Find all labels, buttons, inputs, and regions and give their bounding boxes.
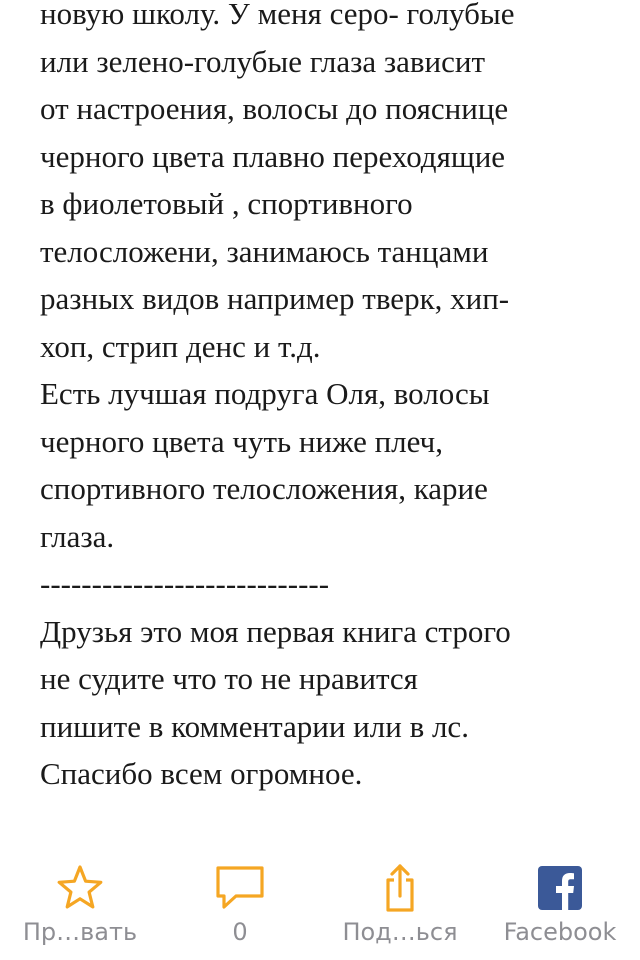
share-icon <box>374 862 426 914</box>
chapter-text <box>40 0 630 798</box>
text-line: Спасибо всем огромное. <box>40 756 363 791</box>
facebook-share-button[interactable] <box>480 848 640 960</box>
facebook-icon <box>534 862 586 914</box>
text-line: глаза. <box>40 518 115 554</box>
facebook-label: Facebook <box>503 918 617 946</box>
text-line: в фиолетовый , спортивного <box>40 186 413 221</box>
text-line: пишите в комментарии или в лс. <box>40 708 469 744</box>
favorite-button[interactable] <box>0 848 160 960</box>
text-line: не судите что то не нравится <box>40 661 418 696</box>
separator-line: ---------------------------- <box>40 566 330 601</box>
text-line: Есть лучшая подруга Оля, волосы <box>40 376 490 411</box>
comments-button[interactable] <box>160 848 320 960</box>
comments-count: 0 <box>232 918 248 946</box>
star-icon <box>54 862 106 914</box>
text-line: Друзья это моя первая книга строго <box>40 613 511 649</box>
favorite-label: Пр…вать <box>22 918 138 946</box>
text-line: разных видов например тверк, хип- <box>40 281 510 316</box>
comment-bubble-icon <box>214 862 266 914</box>
share-label: Под…ься <box>342 918 458 946</box>
share-button[interactable] <box>320 848 480 960</box>
text-line: черного цвета чуть ниже плеч, <box>40 423 443 459</box>
text-line: черного цвета плавно переходящие <box>40 138 506 174</box>
text-line: телосложени, занимаюсь танцами <box>40 233 489 269</box>
text-line: новую школу. У меня серо- голубые <box>40 0 515 31</box>
text-line: спортивного телосложения, карие <box>40 471 488 506</box>
text-line: от настроения, волосы до пояснице <box>40 91 509 126</box>
text-line: хоп, стрип денс и т.д. <box>40 328 321 364</box>
bottom-action-bar <box>0 848 640 960</box>
text-line: или зелено-голубые глаза зависит <box>40 43 486 79</box>
